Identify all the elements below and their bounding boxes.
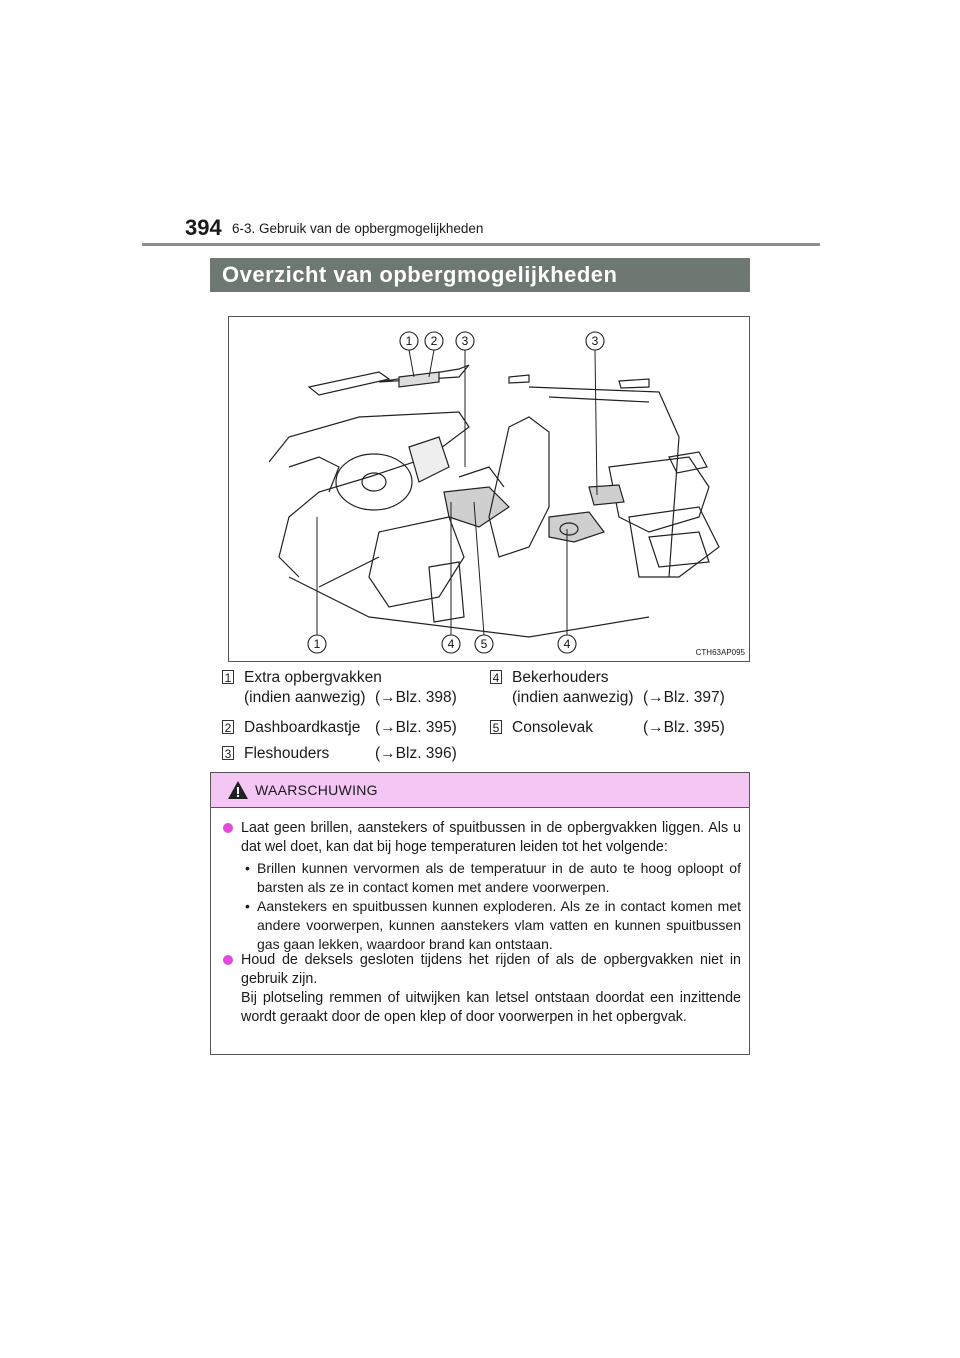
- legend-label: Bekerhouders: [512, 669, 609, 686]
- warning-triangle-icon: [227, 780, 249, 800]
- warning-box: [210, 772, 750, 1055]
- warning-item-text: Laat geen brillen, aanstekers of spuitbussen in de opbergvakken liggen. Als u dat wel doet, kan dat bij hoge temperaturen leiden tot het volgende:: [241, 820, 741, 855]
- warning-subitem: [245, 859, 741, 897]
- car-interior-illustration: [228, 316, 750, 662]
- legend-number: 1: [222, 670, 234, 684]
- legend-page-ref: (→Blz. 395): [375, 719, 457, 736]
- legend-label: Fleshouders: [244, 745, 330, 762]
- warning-item-text: Houd de deksels gesloten tijdens het rijden of als de opbergvakken niet in gebruik zijn.: [241, 952, 741, 987]
- legend-label-note: (indien aanwezig): [512, 689, 634, 706]
- warning-item-continued: [241, 989, 741, 1027]
- callout-label: 1: [313, 637, 321, 651]
- warning-header: [211, 773, 749, 808]
- legend-page-ref: (→Blz. 395): [643, 719, 725, 736]
- callout-label: 2: [430, 334, 438, 348]
- callout-label: 3: [461, 334, 469, 348]
- legend-label: Dashboardkastje: [244, 719, 361, 736]
- warning-item: [241, 819, 741, 857]
- warning-subitem-text: Aanstekers en spuitbussen kunnen exploderen. Als ze in contact komen met andere voorwerpen, kunnen aanstekers vlam vatten en kunnen spuitbussen gas gaan lekken, waardoor brand kan ontstaan.: [257, 898, 741, 952]
- legend-number: 5: [490, 720, 502, 734]
- bullet-dot-icon: •: [245, 898, 250, 914]
- warning-title: WAARSCHUWING: [255, 782, 378, 798]
- header-rule: [142, 243, 820, 246]
- callout-label: 4: [447, 637, 455, 651]
- warning-subitem: [245, 897, 741, 954]
- callout-label: 3: [591, 334, 599, 348]
- warning-subitem-text: Brillen kunnen vervormen als de temperatuur in de auto te hoog oploopt of barsten als ze in contact komen met andere voorwerpen.: [257, 860, 741, 895]
- callout-label: 5: [480, 637, 488, 651]
- legend-item: [222, 718, 472, 738]
- legend-item: [490, 668, 750, 710]
- callout-label: 1: [405, 334, 413, 348]
- legend-item: [490, 718, 750, 738]
- callout-label: 4: [563, 637, 571, 651]
- page-number: 394: [185, 215, 222, 240]
- interior-drawing: [229, 317, 749, 661]
- legend-page-ref: (→Blz. 398): [375, 689, 457, 706]
- bullet-icon: [223, 955, 233, 965]
- bullet-icon: [223, 823, 233, 833]
- legend-number: 4: [490, 670, 502, 684]
- legend-item: [222, 744, 472, 764]
- legend-number: 2: [222, 720, 234, 734]
- warning-item: [241, 951, 741, 989]
- legend-item: [222, 668, 472, 710]
- legend-label: Consolevak: [512, 719, 593, 736]
- chapter-title: 6-3. Gebruik van de opbergmogelijkheden: [232, 221, 484, 236]
- figure-code: CTH63AP095: [695, 648, 745, 657]
- legend-label: Extra opbergvakken: [244, 669, 382, 686]
- warning-item-text: Bij plotseling remmen of uitwijken kan letsel ontstaan doordat een inzittende wordt geraakt door de open klep of door voorwerpen in het opbergvak.: [241, 990, 741, 1025]
- legend-page-ref: (→Blz. 396): [375, 745, 457, 762]
- legend-page-ref: (→Blz. 397): [643, 689, 725, 706]
- legend-number: 3: [222, 746, 234, 760]
- legend-label-note: (indien aanwezig): [244, 689, 366, 706]
- bullet-dot-icon: •: [245, 860, 250, 876]
- section-title: Overzicht van opbergmogelijkheden: [210, 258, 750, 292]
